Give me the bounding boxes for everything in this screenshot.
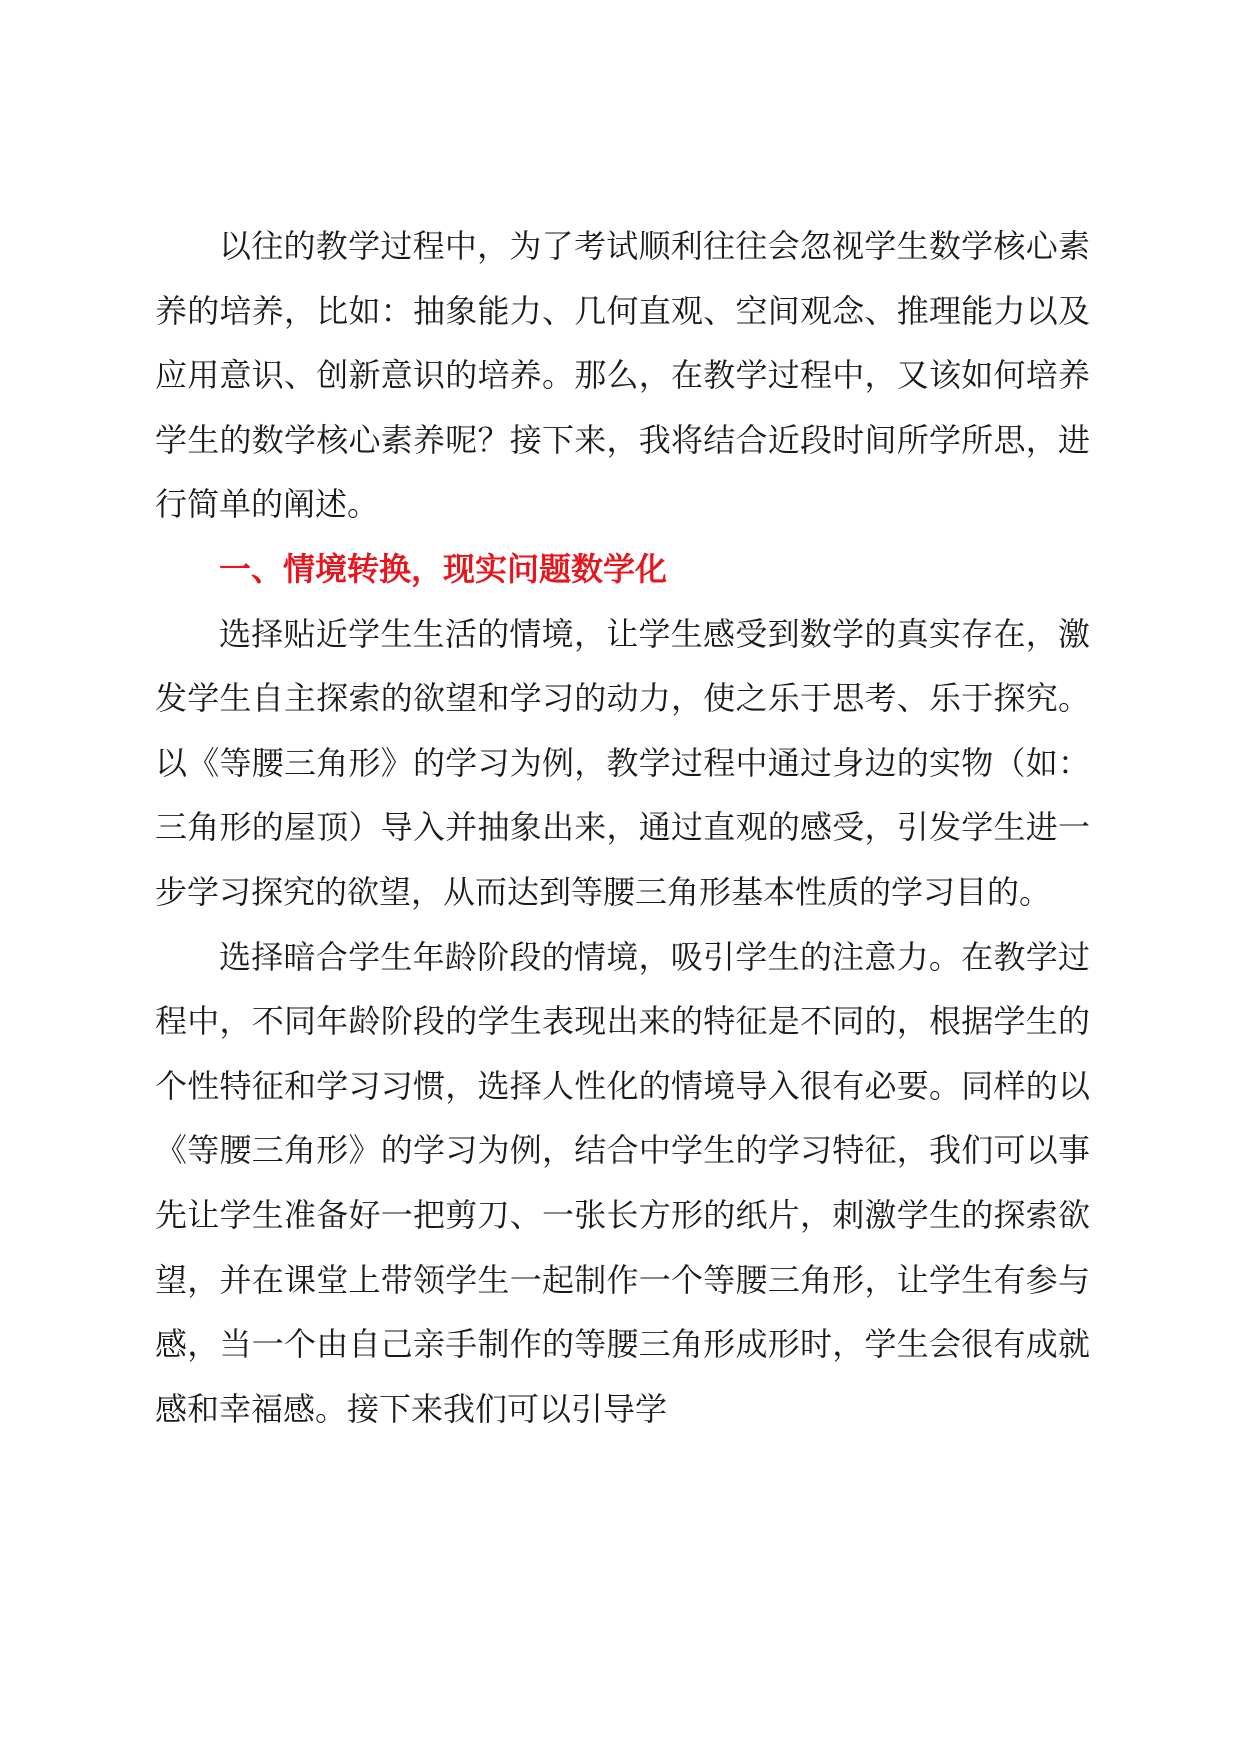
document-body [155, 214, 1090, 1441]
intro-paragraph: 以往的教学过程中，为了考试顺利往往会忽视学生数学核心素养的培养，比如：抽象能力、几何直观、空间观念、推理能力以及应用意识、创新意识的培养。那么，在教学过程中，又该如何培养学生的数学核心素养呢？接下来，我将结合近段时间所学所思，进行简单的阐述。 [155, 227, 1090, 524]
section-heading: 一、情境转换，现实问题数学化 [219, 549, 668, 588]
section-paragraph-1: 选择贴近学生生活的情境，让学生感受到数学的真实存在，激发学生自主探索的欲望和学习的动力，使之乐于思考、乐于探究。以《等腰三角形》的学习为例，教学过程中通过身边的实物（如：三角形的屋顶）导入并抽象出来，通过直观的感受，引发学生进一步学习探究的欲望，从而达到等腰三角形基本性质的学习目的。 [155, 614, 1090, 911]
section-paragraph-2: 选择暗合学生年龄阶段的情境，吸引学生的注意力。在教学过程中，不同年龄阶段的学生表现出来的特征是不同的，根据学生的个性特征和学习习惯，选择人性化的情境导入很有必要。同样的以《等腰三角形》的学习为例，结合中学生的学习特征，我们可以事先让学生准备好一把剪刀、一张长方形的纸片，刺激学生的探索欲望，并在课堂上带领学生一起制作一个等腰三角形，让学生有参与感，当一个由自己亲手制作的等腰三角形成形时，学生会很有成就感和幸福感。接下来我们可以引导学 [155, 937, 1090, 1428]
